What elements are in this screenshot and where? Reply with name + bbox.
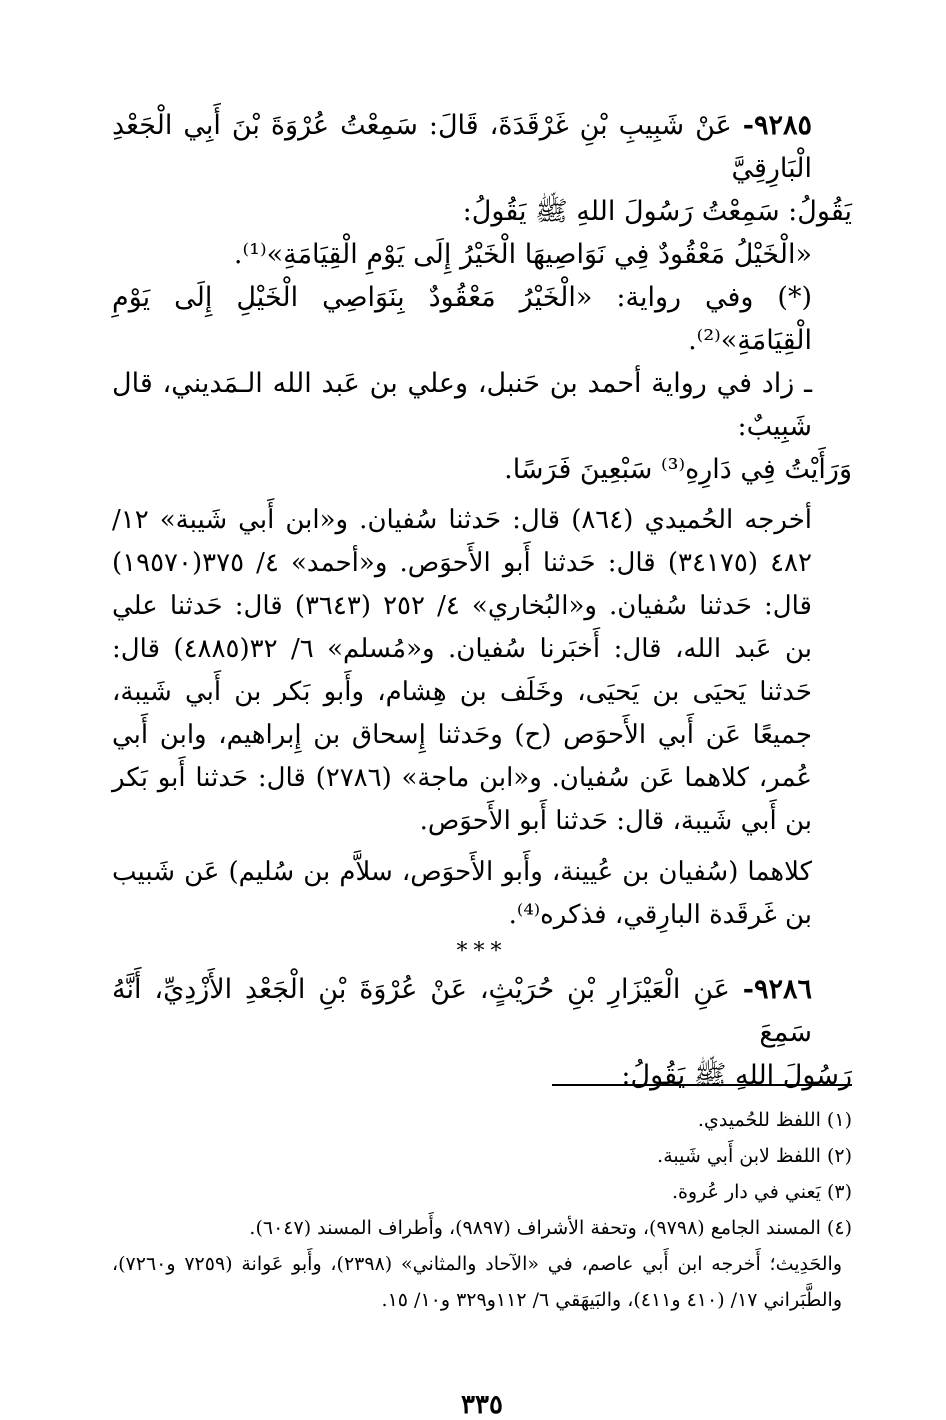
page-number: ٣٣٥ — [461, 1390, 503, 1420]
hadith-9285 — [112, 104, 852, 491]
hadith-number: ٩٢٨٦- — [742, 974, 812, 1005]
footnote-1: (١) اللفظ للحُميدي. — [697, 1109, 852, 1131]
takhrij-paragraph-1: أخرجه الحُميدي (٨٦٤) قال: حَدثنا سُفيان. و«ابن أَبي شَيبة» ١٢/ ٤٨٢ (٣٤١٧٥) قال: حَدثنا أَبو الأَحوَص. و«أحمد» ٤/ ٣٧٥(١٩٥٧٠) قال: حَدثنا سُفيان. و«البُخاري» ٤/ ٢٥٢ (٣٦٤٣) قال: حَدثنا علي بن عَبد الله، قال: أَخبَرنا سُفيان. و«مُسلم» ٦/ ٣٢(٤٨٨٥) قال: حَدثنا يَحيَى بن يَحيَى، وخَلَف بن هِشام، وأَبو بَكر بن أَبي شَيبة، جميعًا عَن أَبي الأَحوَص (ح) وحَدثنا إِسحاق بن إِبراهيم، وابن أَبي عُمر، كلاهما عَن سُفيان. و«ابن ماجة» (٢٧٨٦) قال: حَدثنا أَبو بَكر بن أَبي شَيبة، قال: حَدثنا أَبو الأَحوَص. — [112, 505, 813, 836]
footnote-4: (٤) المسند الجامع (٩٧٩٨)، وتحفة الأشراف (٩٨٩٧)، وأَطراف المسند (٦٠٤٧). — [249, 1217, 852, 1239]
hadith-9285-line5: ـ زاد في رواية أحمد بن حَنبل، وعلي بن عَبد الله الـمَديني، قال شَبِيبٌ: — [112, 368, 812, 442]
footnote-2: (٢) اللفظ لابن أَبي شَيبة. — [657, 1145, 852, 1167]
section-separator: *** — [456, 939, 508, 964]
hadith-number: ٩٢٨٥- — [742, 110, 812, 141]
footnotes — [112, 1028, 852, 1318]
footnote-3: (٣) يَعني في دار عُروة. — [671, 1181, 852, 1203]
takhrij-paragraph-2: كلاهما (سُفيان بن عُيينة، وأَبو الأَحوَص، سلاَّم بن سُليم) عَن شَبيب بن غَرقَدة البارِقي، فذكره⁽⁴⁾. — [112, 857, 812, 930]
hadith-9285-line2: يَقُولُ: سَمِعْتُ رَسُولَ اللهِ ﷺ يَقُولُ: — [462, 196, 852, 227]
footnote-4-continuation: والحَدِيث؛ أَخرجه ابن أَبي عاصم، في «الآحاد والمثاني» (٢٣٩٨)، وأَبو عَوانة (٧٢٥٩ و٧٢٦٠)، والطَّبَراني ١٧/ (٤١٠ و٤١١)، والبَيهَقي ٦/ ١١٢و٣٢٩ و١٠/ ١٥. — [112, 1253, 842, 1311]
hadith-9286-line2: رَسُولَ اللهِ ﷺ يَقُولُ: — [621, 1060, 852, 1091]
hadith-9285-line3: «الْخَيْلُ مَعْقُودٌ فِي نَوَاصِيهَا الْخَيْرُ إِلَى يَوْمِ الْقِيَامَةِ»⁽¹⁾. — [233, 239, 812, 270]
hadith-9285-line1 — [112, 104, 852, 190]
hadith-9285-line6: وَرَأَيْتُ فِي دَارِهِ⁽³⁾ سَبْعِينَ فَرَسًا. — [504, 454, 852, 485]
footnote-divider — [552, 1084, 852, 1086]
main-text — [112, 104, 852, 1097]
hadith-9285-line4: (*) وفي رواية: «الْخَيْرُ مَعْقُودٌ بِنَوَاصِي الْخَيْلِ إِلَى يَوْمِ الْقِيَامَةِ»⁽²⁾. — [112, 282, 812, 356]
hadith-text: عَنِ الْعَيْزَارِ بْنِ حُرَيْثٍ، عَنْ عُرْوَةَ بْنِ الْجَعْدِ الأَزْدِيِّ، أَنَّهُ سَمِعَ — [112, 974, 812, 1048]
page — [112, 104, 852, 1420]
hadith-text: عَنْ شَبِيبِ بْنِ غَرْقَدَةَ، قَالَ: سَمِعْتُ عُرْوَةَ بْنَ أَبِي الْجَعْدِ الْبَارِقِيَّ — [112, 110, 812, 184]
